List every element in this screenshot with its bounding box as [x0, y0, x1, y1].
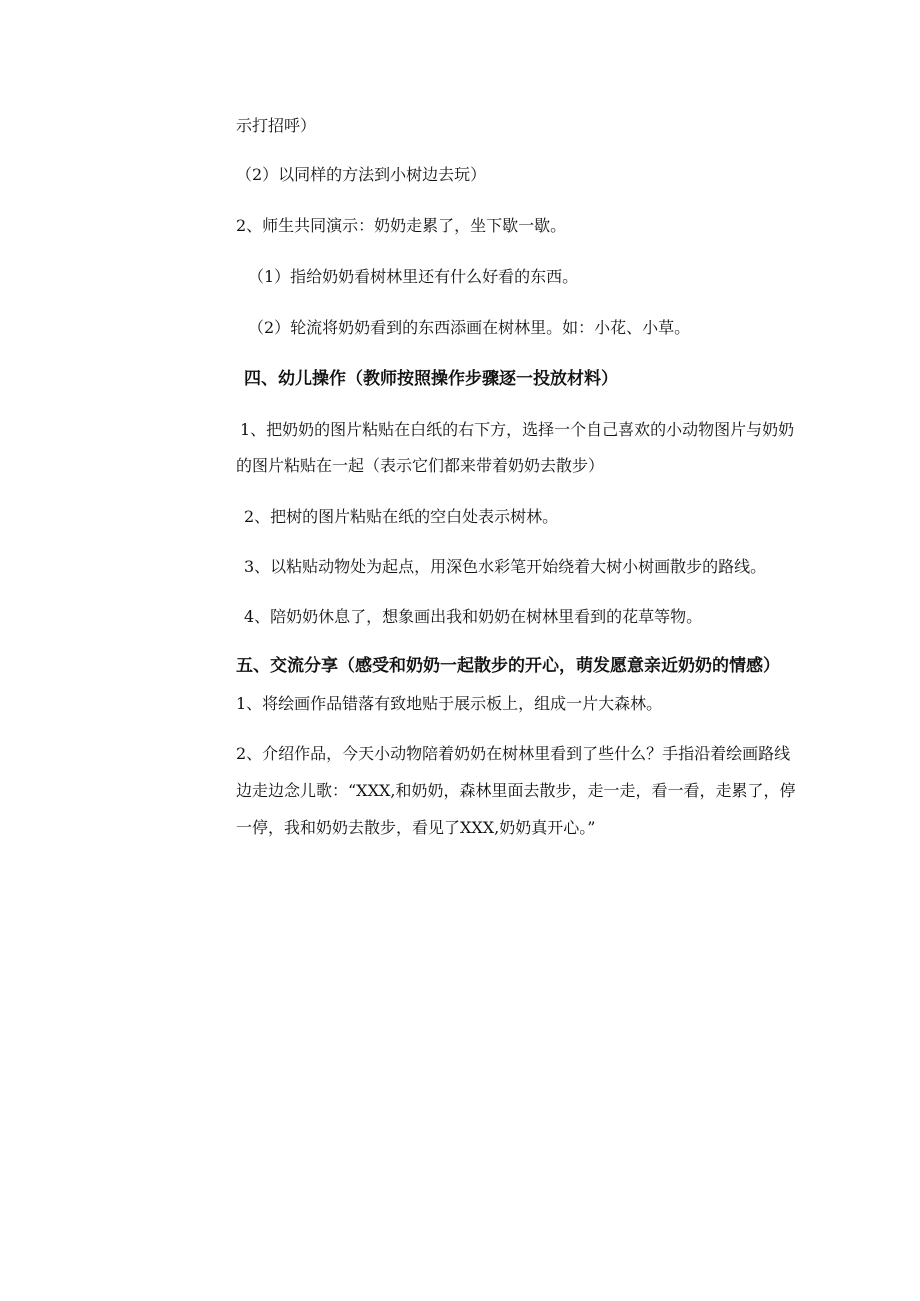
text-line-step: 2、把树的图片粘贴在纸的空白处表示树林。 — [244, 507, 559, 526]
text-line-continuation: 一停，我和奶奶去散步，看见了XXX,奶奶真开心。” — [236, 818, 596, 837]
text-line-substep: （1）指给奶奶看树林里还有什么好看的东西。 — [248, 267, 579, 286]
text-line-substep: （2）以同样的方法到小树边去玩） — [236, 165, 487, 184]
text-line-continuation: 边走边念儿歌：“XXX,和奶奶，森林里面去散步，走一走，看一看，走累了，停 — [236, 781, 796, 800]
section-heading-sharing: 五、交流分享（感受和奶奶一起散步的开心，萌发愿意亲近奶奶的情感） — [236, 656, 780, 676]
text-line-continuation: 示打招呼） — [236, 116, 317, 135]
text-line-continuation: 的图片粘贴在一起（表示它们都来带着奶奶去散步） — [236, 456, 605, 475]
text-line-step: 2、师生共同演示：奶奶走累了，坐下歇一歇。 — [236, 216, 567, 235]
text-line-step: 4、陪奶奶休息了，想象画出我和奶奶在树林里看到的花草等物。 — [244, 607, 703, 626]
text-line-step: 1、将绘画作品错落有致地贴于展示板上，组成一片大森林。 — [236, 694, 663, 713]
text-line-step: 3、以粘贴动物处为起点，用深色水彩笔开始绕着大树小树画散步的路线。 — [244, 557, 767, 576]
text-line-step: 1、把奶奶的图片粘贴在白纸的右下方，选择一个自己喜欢的小动物图片与奶奶 — [240, 420, 795, 439]
text-line-step: 2、介绍作品，今天小动物陪着奶奶在树林里看到了些什么？手指沿着绘画路线 — [236, 744, 791, 763]
text-line-substep: （2）轮流将奶奶看到的东西添画在树林里。如：小花、小草。 — [248, 318, 691, 337]
section-heading-child-operation: 四、幼儿操作（教师按照操作步骤逐一投放材料） — [244, 369, 618, 389]
